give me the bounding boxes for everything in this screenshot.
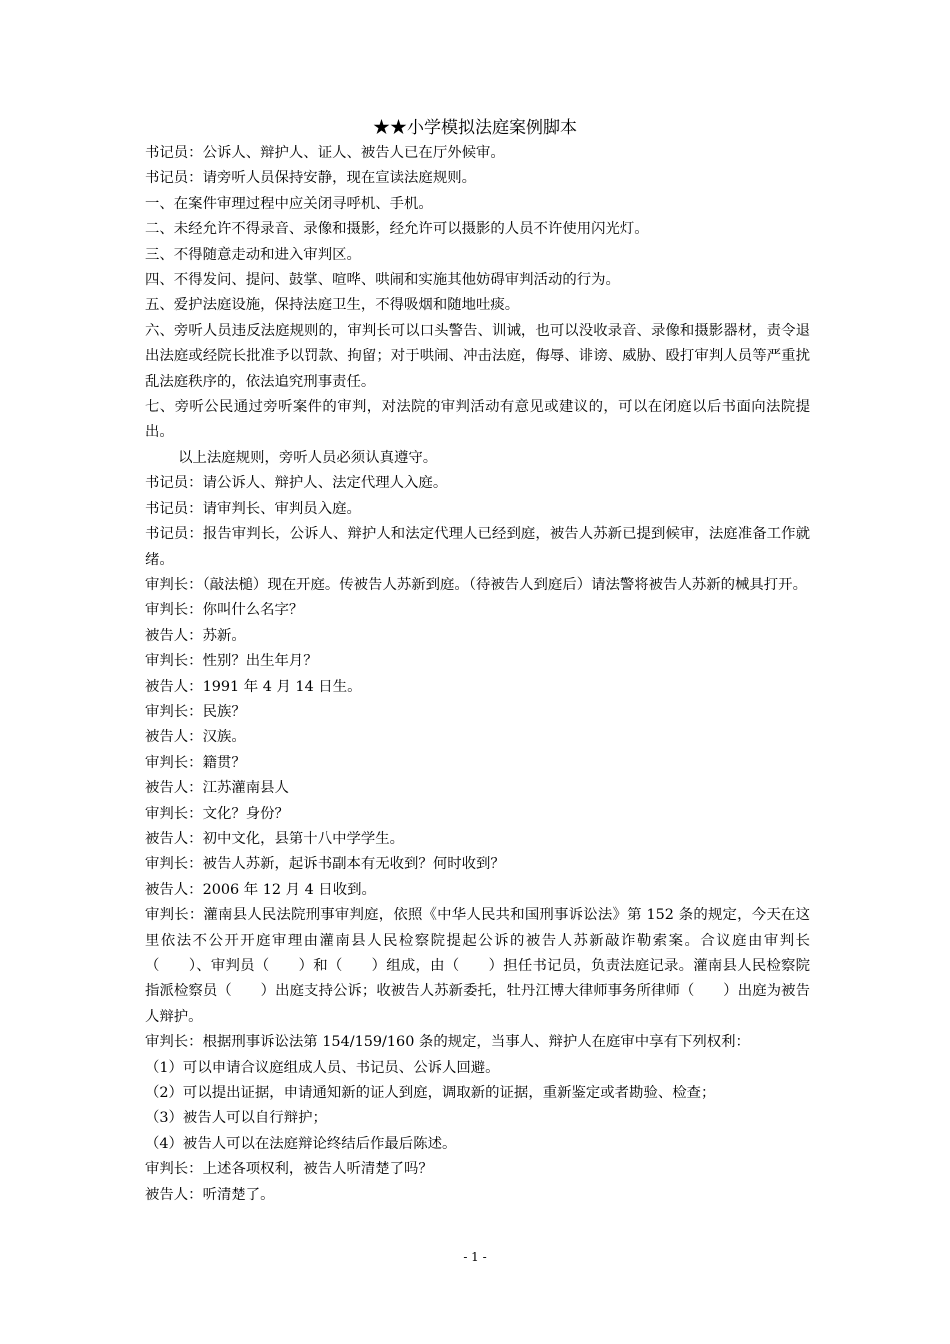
document-body — [145, 141, 810, 1208]
paragraph: 六、旁听人员违反法庭规则的，审判长可以口头警告、训诫，也可以没收录音、录像和摄影器材，责令退出法庭或经院长批准予以罚款、拘留；对于哄闹、冲击法庭，侮辱、诽谤、威胁、殴打审判人员等严重扰乱法庭秩序的，依法追究刑事责任。 — [145, 322, 810, 390]
paragraph: 被告人：1991 年 4 月 14 日生。 — [145, 678, 362, 695]
paragraph: 审判长：民族？ — [145, 703, 246, 720]
paragraph: （3）被告人可以自行辩护； — [145, 1110, 327, 1127]
paragraph: 审判长：灌南县人民法院刑事审判庭，依照《中华人民共和国刑事诉讼法》第 152 条的规定，今天在这里依法不公开开庭审理由灌南县人民检察院提起公诉的被告人苏新敲诈勒索案。合议庭由审判长（ ）、审判员（ ）和（ ）组成，由（ ）担任书记员，负责法庭记录。灌南县人民检察院指派检察员（ ）出庭支持公诉；收被告人苏新委托，牡丹江博大律师事务所律师（ ）出庭为被告人辩护。 — [145, 907, 810, 1025]
paragraph: 书记员：报告审判长，公诉人、辩护人和法定代理人已经到庭，被告人苏新已提到候审，法庭准备工作就绪。 — [145, 526, 810, 568]
paragraph: 书记员：公诉人、辩护人、证人、被告人已在厅外候审。 — [145, 145, 505, 161]
paragraph: 三、不得随意走动和进入审判区。 — [145, 246, 361, 263]
paragraph: 被告人：初中文化，县第十八中学学生。 — [145, 830, 405, 847]
paragraph: 审判长：性别？出生年月？ — [145, 653, 318, 670]
paragraph: 被告人：苏新。 — [145, 627, 246, 644]
paragraph: 被告人：2006 年 12 月 4 日收到。 — [145, 881, 376, 898]
paragraph: 书记员：请审判长、审判员入庭。 — [145, 500, 361, 517]
paragraph: 以上法庭规则，旁听人员必须认真遵守。 — [178, 449, 438, 466]
paragraph: 审判长：根据刑事诉讼法第 154/159/160 条的规定，当事人、辩护人在庭审中享有下列权利： — [145, 1034, 750, 1051]
paragraph: （1）可以申请合议庭组成人员、书记员、公诉人回避。 — [145, 1059, 500, 1076]
paragraph: 审判长：上述各项权利，被告人听清楚了吗？ — [145, 1161, 433, 1178]
paragraph: 书记员：请公诉人、辩护人、法定代理人入庭。 — [145, 475, 448, 492]
page-number: - 1 - — [463, 1250, 487, 1264]
paragraph: 四、不得发问、提问、鼓掌、喧哗、哄闹和实施其他妨碍审判活动的行为。 — [145, 272, 620, 289]
paragraph: 五、爱护法庭设施，保持法庭卫生，不得吸烟和随地吐痰。 — [145, 297, 520, 314]
paragraph: 七、旁听公民通过旁听案件的审判，对法院的审判活动有意见或建议的，可以在闭庭以后书面向法院提出。 — [145, 399, 810, 441]
paragraph: 被告人：江苏灌南县人 — [145, 780, 289, 797]
paragraph: 书记员：请旁听人员保持安静，现在宣读法庭规则。 — [145, 170, 476, 187]
document-title: ★★小学模拟法庭案例脚本 — [373, 118, 577, 138]
paragraph: （4）被告人可以在法庭辩论终结后作最后陈述。 — [145, 1135, 457, 1152]
paragraph: 审判长：你叫什么名字？ — [145, 602, 304, 619]
paragraph: 一、在案件审理过程中应关闭寻呼机、手机。 — [145, 195, 433, 212]
paragraph: 被告人：汉族。 — [145, 729, 246, 746]
paragraph: 二、未经允许不得录音、录像和摄影，经允许可以摄影的人员不许使用闪光灯。 — [145, 221, 649, 238]
paragraph: 审判长：被告人苏新，起诉书副本有无收到？何时收到？ — [145, 856, 505, 873]
paragraph: 审判长：文化？身份？ — [145, 805, 289, 822]
paragraph: 被告人：听清楚了。 — [145, 1186, 275, 1203]
paragraph: 审判长：籍贯？ — [145, 754, 246, 771]
paragraph: 审判长：（敲法槌）现在开庭。传被告人苏新到庭。（待被告人到庭后）请法警将被告人苏新的械具打开。 — [145, 576, 807, 593]
paragraph: （2）可以提出证据，申请通知新的证人到庭，调取新的证据，重新鉴定或者勘验、检查； — [145, 1085, 716, 1102]
